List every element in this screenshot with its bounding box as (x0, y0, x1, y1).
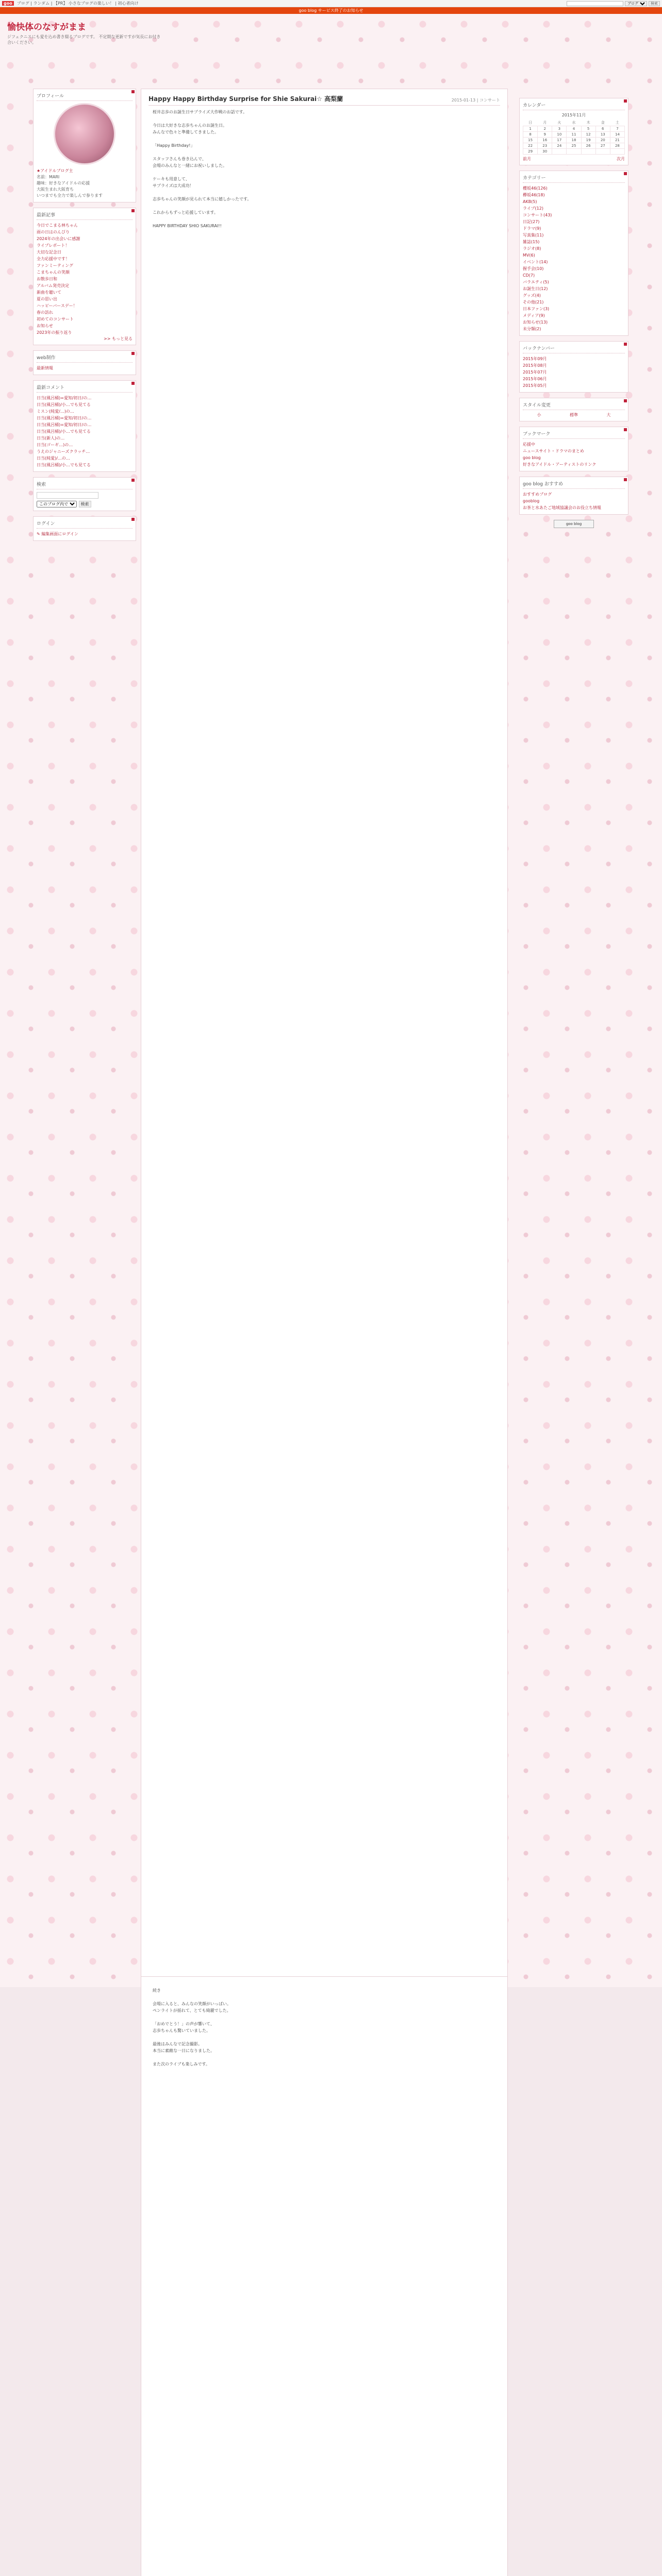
calendar-day[interactable]: 26 (581, 143, 595, 149)
goo-logo[interactable]: goo (2, 1, 14, 6)
backnumber-link[interactable]: 2015年08月 (523, 363, 547, 368)
category-link[interactable]: ドラマ(9) (523, 226, 541, 231)
calendar-day[interactable]: 30 (538, 149, 552, 155)
recent-entry-link[interactable]: 今日でこまる林ちゃん (37, 223, 78, 228)
profile-line: 趣味：好きなアイドルの応援 (37, 181, 90, 185)
top-nav-bar (0, 0, 662, 7)
left-sidebar (33, 89, 136, 546)
avatar[interactable] (54, 103, 115, 165)
backnumber-link[interactable]: 2015年06月 (523, 377, 547, 381)
bookmarks-title: ブックマーク (523, 430, 625, 439)
calendar-day (567, 149, 581, 155)
links-box (33, 350, 136, 375)
announcement-text[interactable]: goo blog サービス終了のお知らせ (299, 8, 363, 13)
recent-comment-link[interactable]: 日当(新人)の… (37, 436, 65, 440)
calendar-day[interactable]: 16 (538, 138, 552, 143)
recommend-box (519, 477, 628, 515)
calendar-day[interactable]: 21 (610, 138, 624, 143)
blog-search-input[interactable] (37, 492, 98, 499)
bookmark-link[interactable]: 好きなアイドル・アーティストのリンク (523, 462, 597, 467)
recent-comment-link[interactable]: 日当(風呂桶)/小…でも見てる (37, 463, 91, 467)
categories-box (519, 171, 628, 336)
recent-comment-link[interactable]: ミスン(純愛/…)の… (37, 409, 74, 414)
top-search (567, 1, 660, 6)
pencil-icon: ✎ (37, 532, 42, 536)
category-link[interactable]: CD(7) (523, 273, 535, 278)
top-nav-links[interactable]: ブログ | ランダム | 【PR】 小さなブログの楽しい！ | 初心者向け (16, 1, 139, 6)
calendar-weekday: 火 (557, 121, 561, 125)
calendar-day (552, 149, 567, 155)
calendar-day[interactable]: 9 (538, 132, 552, 138)
calendar-weekday: 水 (572, 121, 576, 125)
recent-entry-link[interactable]: 全力応援中です！ (37, 257, 70, 261)
login-title: ログイン (37, 520, 133, 529)
recent-entry-link[interactable]: ファンミーティング (37, 263, 74, 268)
recent-entry-link[interactable]: 夏の思い出 (37, 297, 57, 301)
recent-comment-link[interactable]: 日当(風呂桶)/小…でも見てる (37, 429, 91, 434)
recent-entry-link[interactable]: 春の訪れ (37, 310, 53, 315)
calendar-day[interactable]: 20 (595, 138, 610, 143)
calendar-day[interactable]: 25 (567, 143, 581, 149)
gooblog-button[interactable]: goo blog (554, 520, 594, 528)
entry-title[interactable]: Happy Happy Birthday Surprise for Shie Sakurai☆ 高梨蘭 (148, 95, 343, 103)
calendar-day[interactable]: 4 (567, 126, 581, 132)
entry-title-row (148, 94, 500, 106)
announcement-bar[interactable] (0, 7, 662, 14)
backnumber-link[interactable]: 2015年07月 (523, 370, 547, 375)
category-link[interactable]: AKB(5) (523, 199, 537, 204)
blog-search-scope[interactable] (37, 501, 77, 507)
calendar-day[interactable]: 18 (567, 138, 581, 143)
category-link[interactable]: お誕生日(12) (523, 286, 548, 291)
category-link[interactable]: 雑誌(15) (523, 240, 540, 244)
calendar-weekday: 金 (601, 121, 605, 125)
backnumber-link[interactable]: 2015年09月 (523, 357, 547, 361)
calendar-day[interactable]: 27 (595, 143, 610, 149)
blog-search-button[interactable]: 検索 (79, 501, 91, 507)
style-small-link[interactable]: 小 (537, 413, 541, 417)
recent-comment-link[interactable]: 日当(ゴーギ…)の… (37, 443, 73, 447)
recent-comment-link[interactable]: 日当(風呂桶)=愛知/初日/の… (37, 422, 92, 427)
calendar-day[interactable]: 3 (552, 126, 567, 132)
category-link[interactable]: 未分類(2) (523, 327, 541, 331)
calendar-weekday: 木 (586, 121, 590, 125)
recent-entry-link[interactable]: 初めてのコンサート (37, 317, 74, 321)
style-medium-link[interactable]: 標準 (569, 413, 578, 417)
calendar-day[interactable]: 14 (610, 132, 624, 138)
calendar-day[interactable]: 2 (538, 126, 552, 132)
recent-comment-link[interactable]: 日当(純愛)/…の… (37, 456, 70, 461)
category-link[interactable]: コンサート(43) (523, 213, 552, 217)
blog-title[interactable]: 愉快体のなすがまま (7, 22, 86, 32)
login-link-label: 編集画面にログイン (41, 532, 78, 536)
categories-title: カテゴリー (523, 174, 625, 183)
recent-entry-link[interactable]: お知らせ (37, 324, 53, 328)
links-item[interactable]: 最新情報 (37, 366, 53, 370)
style-change-box (519, 398, 628, 421)
recent-comments-list (37, 395, 133, 468)
category-link[interactable]: バラエティ(5) (523, 280, 549, 284)
recent-comments-title: 最新コメント (37, 384, 133, 393)
category-link[interactable]: ライブ(12) (523, 206, 543, 211)
recommend-link[interactable]: おすすめブログ (523, 492, 552, 497)
recent-entry-link[interactable]: ライブレポート！ (37, 243, 70, 248)
blog-header (7, 20, 655, 56)
category-link[interactable]: 写真集(11) (523, 233, 544, 238)
calendar-next-link[interactable]: 次月 (617, 157, 625, 161)
calendar-table (523, 120, 625, 155)
calendar-weekday: 日 (528, 121, 533, 125)
recent-entry-link[interactable]: 大切な記念日 (37, 250, 61, 255)
calendar-day[interactable]: 7 (610, 126, 624, 132)
entry-body: 桜井志歩のお誕生日サプライズ大作戦のお話です。 今日は大好きな志歩ちゃんのお誕生日。 みんなで色々と準備してきました。 「Happy Birthday!」 スタッフさんも巻き込んで、 会場のみんなと一緒にお祝いしました。 ケーキも用意して、 サプライズは大成功！ 志歩ちゃんの笑顔が見られて本当に嬉しかったです。 これからもずっと応援しています。 HAPPY BIRTHDAY SHIO SAKURAI!! (153, 110, 252, 228)
calendar-day[interactable]: 5 (581, 126, 595, 132)
category-link[interactable]: イベント(14) (523, 260, 548, 264)
category-link[interactable]: その他(21) (523, 300, 544, 304)
calendar-day[interactable]: 19 (581, 138, 595, 143)
calendar-month: 2015年11月 (561, 113, 586, 117)
profile-line: いつまでも全力で楽しんで参ります (37, 193, 103, 198)
calendar-day[interactable]: 10 (552, 132, 567, 138)
recent-comment-link[interactable]: うえのジャニーズクラッチ… (37, 449, 90, 454)
recent-entry-link[interactable]: 2023年の振り返り (37, 330, 72, 335)
recent-comment-link[interactable]: 日当(風呂桶)=愛知/初日/の… (37, 396, 92, 400)
calendar-day[interactable]: 28 (610, 143, 624, 149)
profile-line: 大阪生まれ大阪育ち (37, 187, 74, 192)
blog-search-title: 検索 (37, 481, 133, 489)
calendar-day (610, 149, 624, 155)
top-search-input[interactable] (567, 1, 623, 6)
recent-entries-title: 最新記事 (37, 211, 133, 220)
recent-entry-link[interactable]: アルバム発売決定 (37, 283, 70, 288)
bookmarks-box (519, 427, 628, 471)
recent-entry-link[interactable]: お散歩日和 (37, 277, 57, 281)
categories-list (523, 185, 625, 332)
recommend-title: goo blog おすすめ (523, 480, 625, 489)
links-title: web制作 (37, 354, 133, 363)
calendar-weekday: 土 (615, 121, 619, 125)
calendar-prev-link[interactable]: 前月 (523, 157, 531, 161)
backnumber-link[interactable]: 2015年05月 (523, 383, 547, 388)
calendar-day[interactable]: 13 (595, 132, 610, 138)
recommend-link[interactable]: gooblog (523, 499, 540, 503)
right-sidebar (519, 98, 628, 532)
category-link[interactable]: 櫻坂46(126) (523, 186, 548, 191)
recent-comment-link[interactable]: 日当(風呂桶)/小…でも見てる (37, 402, 91, 407)
calendar-day[interactable]: 6 (595, 126, 610, 132)
category-link[interactable]: MV(6) (523, 253, 535, 258)
calendar-day[interactable]: 29 (523, 149, 538, 155)
calendar-box (519, 98, 628, 165)
recent-entry-link[interactable]: ハッピーバースデー！ (37, 303, 77, 308)
recommend-list (523, 491, 625, 511)
bookmark-link[interactable]: ニュースサイト・ドラマのまとめ (523, 449, 584, 453)
style-large-link[interactable]: 大 (606, 413, 611, 417)
profile-box (33, 89, 136, 202)
calendar-day[interactable]: 12 (581, 132, 595, 138)
login-link[interactable] (37, 531, 133, 537)
category-link[interactable]: グッズ(4) (523, 293, 541, 298)
recent-entries-list (37, 222, 133, 336)
calendar-day[interactable]: 17 (552, 138, 567, 143)
profile-caption: ★アイドルブログ主 (37, 168, 73, 173)
calendar-day[interactable]: 24 (552, 143, 567, 149)
category-link[interactable]: ラジオ(8) (523, 246, 541, 251)
calendar-day (581, 149, 595, 155)
recent-entry-link[interactable]: 新曲を聴いて (37, 290, 61, 295)
calendar-day[interactable]: 15 (523, 138, 538, 143)
calendar-day (595, 149, 610, 155)
calendar-day[interactable]: 8 (523, 132, 538, 138)
entry-meta[interactable]: 2015-01-13 | コンサート (451, 98, 500, 103)
main-entry-continued (141, 1977, 508, 2576)
entry-body-continued: 続き 会場に入ると、みんなの笑顔がいっぱい。 ペンライトが揺れて、とても綺麗でした。 「おめでとう！」の声が響いて、 志歩ちゃんも驚いていました。 最後はみんなで記念撮影。 本当に素敵な一日になりました。 また次のライブも楽しみです。 (153, 1988, 231, 2066)
calendar-day[interactable]: 23 (538, 143, 552, 149)
category-link[interactable]: 欅坂46(18) (523, 193, 545, 197)
recent-entry-link[interactable]: こまちゃんの笑顔 (37, 270, 70, 275)
category-link[interactable]: お知らせ(13) (523, 320, 548, 325)
category-link[interactable]: メディア(9) (523, 313, 545, 318)
top-search-scope[interactable] (625, 1, 647, 6)
recommend-link[interactable]: お茶と水あたご地域協議会のお役立ち情報 (523, 505, 601, 510)
category-link[interactable]: 日記(27) (523, 219, 540, 224)
calendar-day[interactable]: 11 (567, 132, 581, 138)
recent-entry-link[interactable]: 雨の日はのんびり (37, 230, 70, 234)
recent-entries-box (33, 208, 136, 345)
bookmark-link[interactable]: goo blog (523, 455, 541, 460)
login-box (33, 516, 136, 541)
profile-title: プロフィール (37, 92, 133, 101)
blog-description: ジフェクニスにも愛を込め書き綴るブログです。 不定期な更新ですが気長にお付き合いください。 (7, 35, 161, 45)
recent-more-link[interactable]: >> もっと見る (104, 336, 133, 341)
calendar-weekday: 月 (543, 121, 547, 125)
calendar-day[interactable]: 1 (523, 126, 538, 132)
recent-comment-link[interactable]: 日当(風呂桶)=愛知/初日/の… (37, 416, 92, 420)
category-link[interactable]: 握手会(10) (523, 266, 544, 271)
blog-search-box (33, 477, 136, 511)
backnumber-title: バックナンバー (523, 345, 625, 353)
top-search-button[interactable]: 検索 (649, 1, 660, 6)
bookmark-link[interactable]: 応援中 (523, 442, 535, 447)
backnumber-list (523, 355, 625, 389)
recent-comments-box (33, 380, 136, 472)
calendar-day[interactable]: 22 (523, 143, 538, 149)
bookmarks-list (523, 441, 625, 468)
profile-line: 名前：MARI (37, 175, 60, 179)
recent-entry-link[interactable]: 2024年の出会いに感謝 (37, 236, 80, 241)
category-link[interactable]: 日本ファン(3) (523, 307, 550, 311)
style-change-title: スタイル変更 (523, 401, 625, 410)
calendar-title: カレンダー (523, 101, 625, 110)
main-entry (141, 89, 508, 1977)
backnumber-box (519, 341, 628, 393)
